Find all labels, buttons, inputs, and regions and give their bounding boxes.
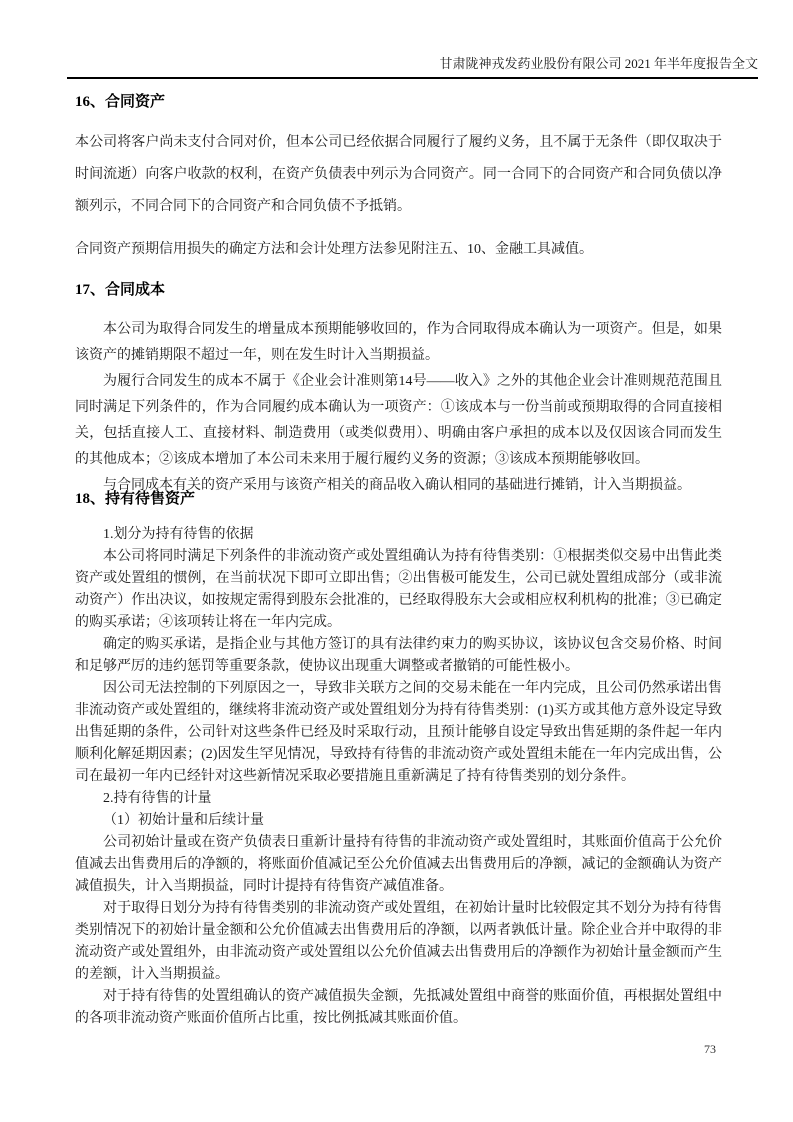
section-18-paragraph-3: 因公司无法控制的下列原因之一，导致非关联方之间的交易未能在一年内完成，且公司仍然承诺出售非流动资产或处置组的，继续将非流动资产或处置组划分为持有待售类别：(1)买方或其他方意外设定导致出售延期的条件，公司针对这些条件已经及时采取行动，且预计能够自设定导致出售延期的条件起一年内顺利化解延期因素；(2)因发生罕见情况，导致持有待售的非流动资产或处置组未能在一年内完成出售，公司在最初一年内已经针对这些新情况采取必要措施且重新满足了持有待售类别的划分条件。 bbox=[75, 681, 722, 784]
section-18-paragraph-4: 公司初始计量或在资产负债表日重新计量持有待售的非流动资产或处置组时，其账面价值高于公允价值减去出售费用后的净额的，将账面价值减记至公允价值减去出售费用后的净额，减记的金额确认为资产减值损失，计入当期损益，同时计提持有待售资产减值准备。 bbox=[75, 835, 722, 894]
section-18-paragraph-2: 确定的购买承诺，是指企业与其他方签订的具有法律约束力的购买协议，该协议包含交易价格、时间和足够严厉的违约惩罚等重要条款，使协议出现重大调整或者撤销的可能性极小。 bbox=[75, 637, 722, 674]
page-number: 73 bbox=[704, 1042, 716, 1056]
section-18-paragraph-1: 本公司将同时满足下列条件的非流动资产或处置组确认为持有待售类别：①根据类似交易中出售此类资产或处置组的惯例，在当前状况下即可立即出售；②出售极可能发生，公司已就处置组成部分（或非流动资产）作出决议，如按规定需得到股东会批准的，已经取得股东大会或相应权利机构的批准；③已确定的购买承诺；④该项转让将在一年内完成。 bbox=[75, 549, 722, 630]
section-17-paragraph-3: 与合同成本有关的资产采用与该资产相关的商品收入确认相同的基础进行摊销，计入当期损益。 bbox=[103, 478, 691, 493]
section-18-subheading-1: 1.划分为持有待售的依据 bbox=[103, 527, 254, 542]
section-17-heading: 17、合同成本 bbox=[75, 282, 166, 298]
section-18-subheading-2: 2.持有待售的计量 bbox=[103, 791, 212, 806]
report-title: 甘肃陇神戎发药业股份有限公司 2021 年半年度报告全文 bbox=[439, 56, 758, 71]
section-18-subheading-3: （1）初始计量和后续计量 bbox=[103, 813, 264, 828]
page-header bbox=[67, 56, 758, 79]
section-18-paragraph-6: 对于持有待售的处置组确认的资产减值损失金额，先抵减处置组中商誉的账面价值，再根据处置组中的各项非流动资产账面价值所占比重，按比例抵减其账面价值。 bbox=[75, 989, 722, 1026]
section-18-heading: 18、持有待售资产 bbox=[75, 491, 196, 507]
section-17-paragraph-1: 本公司为取得合同发生的增量成本预期能够收回的，作为合同取得成本确认为一项资产。但是，如果该资产的摊销期限不超过一年，则在发生时计入当期损益。 bbox=[75, 322, 722, 363]
section-17-body bbox=[75, 317, 722, 499]
section-16-paragraph-2: 合同资产预期信用损失的确定方法和会计处理方法参见附注五、10、金融工具减值。 bbox=[75, 242, 593, 257]
section-18-paragraph-5: 对于取得日划分为持有待售类别的非流动资产或处置组，在初始计量时比较假定其不划分为持有待售类别情况下的初始计量金额和公允价值减去出售费用后的净额，以两者孰低计量。除企业合并中取得的非流动资产或处置组外，由非流动资产或处置组以公允价值减去出售费用后的净额作为初始计量金额而产生的差额，计入当期损益。 bbox=[75, 901, 722, 982]
section-16-heading: 16、合同资产 bbox=[75, 94, 166, 110]
section-16-paragraph-1: 本公司将客户尚未支付合同对价，但本公司已经依据合同履行了履约义务，且不属于无条件（即仅取决于时间流逝）向客户收款的权利，在资产负债表中列示为合同资产。同一合同下的合同资产和合同负债以净额列示，不同合同下的合同资产和合同负债不予抵销。 bbox=[75, 135, 722, 214]
section-18-body bbox=[75, 524, 722, 1030]
section-17-paragraph-2: 为履行合同发生的成本不属于《企业会计准则第14号——收入》之外的其他企业会计准则规范范围且同时满足下列条件的，作为合同履约成本确认为一项资产：①该成本与一份当前或预期取得的合同直接相关，包括直接人工、直接材料、制造费用（或类似费用）、明确由客户承担的成本以及仅因该合同而发生的其他成本；②该成本增加了本公司未来用于履行履约义务的资源；③该成本预期能够收回。 bbox=[75, 374, 722, 467]
